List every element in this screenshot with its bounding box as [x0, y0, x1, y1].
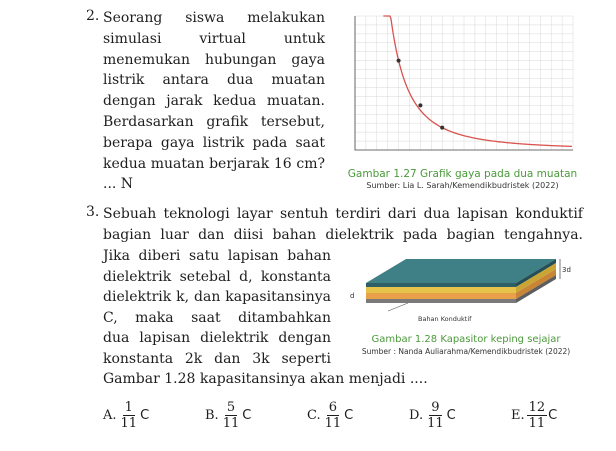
q2-line: dengan jarak kedua muatan. [103, 93, 325, 110]
question-3-end: Gambar 1.28 kapasitansinya akan menjadi .... [103, 371, 428, 387]
option-unit: C [242, 408, 252, 423]
q3-body-line: dielektrik setebal d, konstanta [103, 268, 331, 285]
option-unit: C [548, 408, 558, 423]
option-letter: A. [103, 408, 117, 423]
option-unit: C [446, 408, 456, 423]
q2-line: listrik antara dua muatan [103, 72, 325, 89]
figure-1-27-caption: Gambar 1.27 Grafik gaya pada dua muatan [347, 168, 578, 180]
data-point [440, 126, 444, 130]
capacitor-plates-illustration [348, 255, 580, 333]
force-distance-graph [333, 8, 581, 166]
option-c[interactable] [307, 400, 353, 431]
option-a[interactable] [103, 400, 149, 431]
q3-body-line: dielektrik k, dan kapasitansinya [103, 289, 331, 305]
figure-1-28-caption: Gambar 1.28 Kapasitor keping sejajar [371, 334, 561, 345]
question-2-number: 2. [86, 8, 100, 24]
q3-body-line: konstanta 2k dan 3k seperti [103, 350, 331, 367]
label-3d: 3d [562, 266, 571, 274]
option-letter: D. [409, 408, 424, 423]
q2-line: menemukan hubungan gaya [103, 51, 325, 68]
q3-intro-line: bagian luar dan diisi bahan dielektrik pada bagian tengahnya. [103, 226, 583, 243]
option-fraction: $\frac{12}{11}$ [528, 400, 546, 431]
q2-line: simulasi virtual untuk [103, 30, 325, 47]
figure-1-28-source: Sumber : Nanda Auliarahma/Kemendikbudristek (2022) [361, 347, 571, 356]
option-e[interactable] [511, 400, 557, 431]
q2-line: Seorang siswa melakukan [103, 10, 325, 26]
q2-answer-blank: ... N [103, 176, 134, 193]
data-point [418, 103, 422, 107]
label-d: d [350, 292, 355, 300]
option-letter: B. [205, 408, 219, 423]
option-letter: E. [511, 408, 525, 423]
q2-line: Berdasarkan grafik tersebut, [103, 113, 325, 130]
option-fraction: $\frac{6}{11}$ [324, 400, 342, 431]
q3-body-line: dua lapisan dielektrik dengan [103, 330, 331, 346]
q3-intro-line: Sebuah teknologi layar sentuh terdiri dari dua lapisan konduktif [103, 206, 583, 222]
question-3-number: 3. [86, 204, 100, 220]
question-3-intro [103, 204, 583, 246]
q3-body-line: C, maka saat ditambahkan [103, 309, 331, 326]
option-d[interactable] [409, 400, 456, 431]
q2-line: kedua muatan berjarak 16 cm? [103, 155, 325, 172]
figure-1-27-source: Sumber: Lia L. Sarah/Kemendikbudristek (2022) [366, 181, 559, 190]
answer-options [103, 400, 583, 444]
question-3-body [103, 246, 331, 369]
label-conductor: Bahan Konduktif [418, 315, 472, 323]
data-point [397, 59, 401, 63]
option-fraction: $\frac{5}{11}$ [222, 400, 240, 431]
option-fraction: $\frac{1}{11}$ [120, 400, 138, 431]
option-unit: C [140, 408, 150, 423]
option-letter: C. [307, 408, 321, 423]
option-unit: C [344, 408, 354, 423]
option-b[interactable] [205, 400, 251, 431]
q3-body-line: Jika diberi satu lapisan bahan [103, 248, 331, 264]
graph-grid [355, 16, 573, 150]
option-fraction: $\frac{9}{11}$ [427, 400, 444, 431]
question-2-text [103, 8, 325, 195]
q2-line: berapa gaya listrik pada saat [103, 134, 325, 151]
